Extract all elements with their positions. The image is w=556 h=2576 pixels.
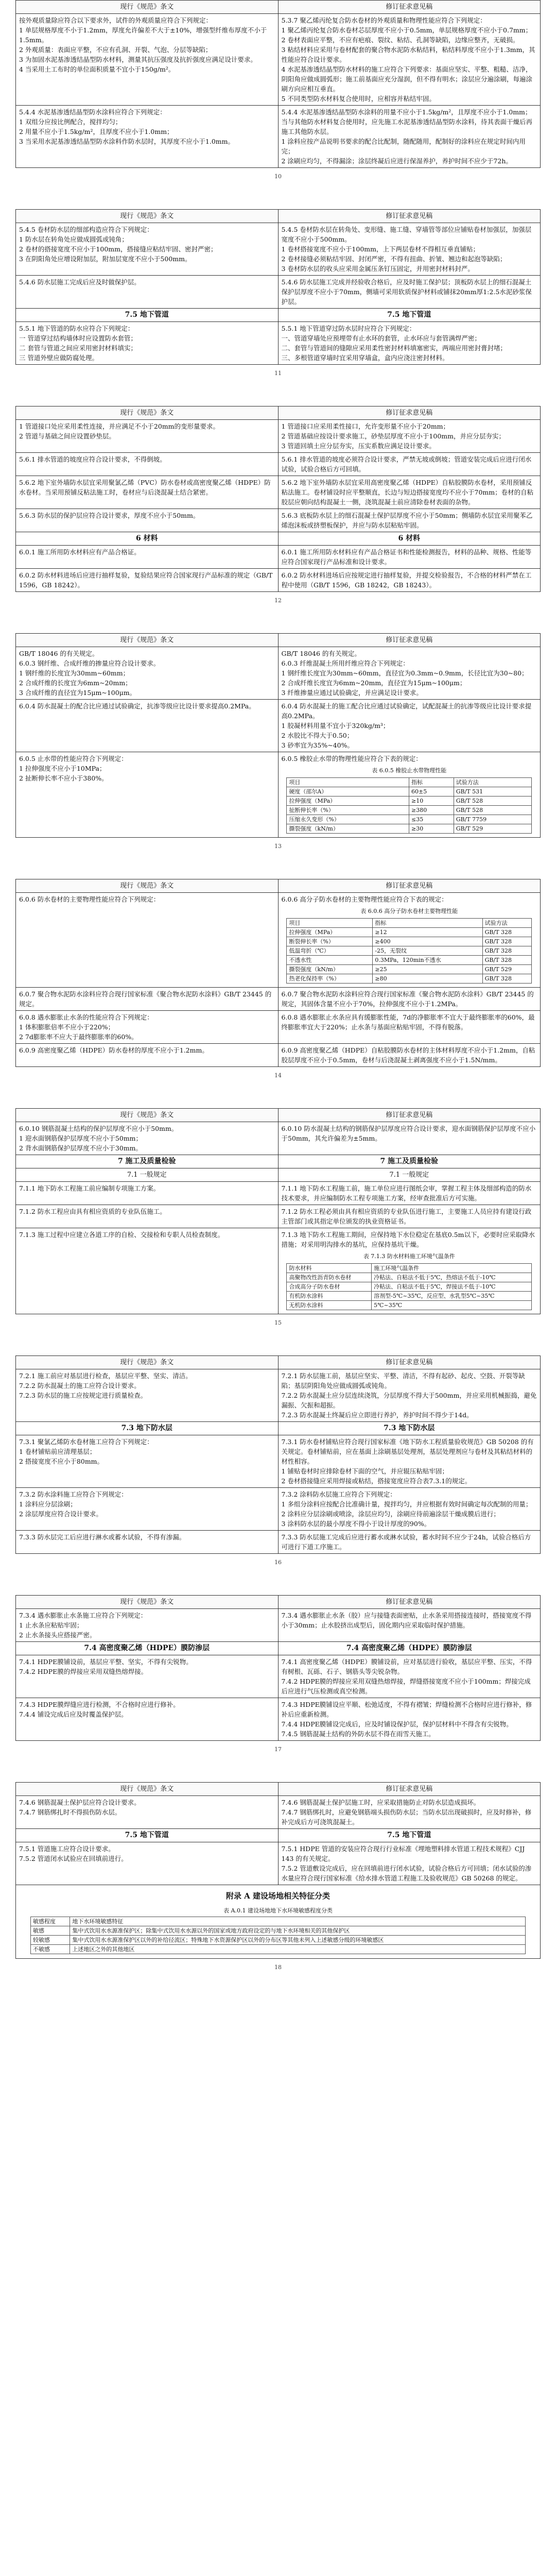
column-header-revised: 修订征求意见稿	[278, 210, 541, 223]
table-cell: 施工环境气温条件	[372, 1264, 532, 1273]
original-clause: 7.1.2 防水工程应由具有相应资质的专业队伍施工。	[16, 1205, 279, 1228]
table-cell: ≥400	[373, 937, 482, 946]
comparison-row	[16, 1122, 541, 1155]
table-row	[287, 806, 532, 815]
original-clause: 6.0.6 防水卷材的主要物理性能应符合下列规定：	[16, 893, 279, 988]
comparison-sheet	[15, 879, 541, 1079]
comparison-row	[16, 752, 541, 838]
table-cell: GB/T 528	[454, 796, 531, 806]
table-row	[31, 1917, 526, 1926]
comparison-row	[16, 1205, 541, 1228]
page-number: 18	[274, 1964, 282, 1971]
table-row	[31, 1936, 526, 1945]
section-title-left: 7 施工及质量检验	[16, 1155, 279, 1168]
clause-table	[286, 777, 532, 834]
appendix-table	[30, 1917, 526, 1954]
original-clause: 7.1.3 施工过程中应建立各道工序的自检、交接检和专职人员检查制度。	[16, 1228, 279, 1314]
table-cell: 项目	[287, 919, 373, 928]
column-header-original: 现行《规范》条文	[16, 1596, 279, 1609]
comparison-row	[16, 1228, 541, 1314]
section-title-right: 7.4 高密度聚乙烯（HDPE）膜防渗层	[278, 1642, 541, 1655]
original-clause: 7.3.1 聚氯乙烯防水卷材施工应符合下列规定： 1 卷材铺贴前应清理基层； 2 搭接宽度不应小于80mm。	[16, 1435, 279, 1488]
table-cell: 拉伸强度（MPa）	[287, 796, 409, 806]
table-cell: 不敏感	[31, 1945, 70, 1954]
column-header-original: 现行《规范》条文	[16, 210, 279, 223]
section-title-left: 7.5 地下管道	[16, 1829, 279, 1842]
section-title-right: 7.1 一般规定	[278, 1168, 541, 1182]
comparison-sheet	[15, 633, 541, 850]
revised-clause: 6.0.10 防水混凝土结构的钢筋保护层厚度应符合设计要求，迎水面钢筋保护层厚度不应小于50mm，其允许偏差为±5mm。	[278, 1122, 541, 1155]
page-gap	[0, 385, 556, 406]
revised-clause: 5.3.7 聚乙烯丙纶复合防水卷材的外观质量和物理性能应符合下列规定： 1 聚乙烯丙纶复合防水卷材芯层厚度不应小于0.5mm，单层规格厚度不应小于0.7mm； 2 卷材表面应平整，不应有疤痕、裂纹、粘结、孔洞等缺陷，边缘应整齐，无破损。 3 粘结材料应采用与卷材配套的聚合物水泥防水粘结料，粘结料厚度不应小于1.3mm，其性能应符合设计要求。 4 水泥基渗透结晶型防水材料的施工应符合下列要求：基面应坚实、平整、粗糙、洁净，阴阳角应做成圆弧形；施工前基面应充分湿润，但不得有明水；涂层应分遍涂刷，每遍涂刷方向应相互垂直。 5 不同类型防水材料复合使用时，应相容并粘结牢固。	[278, 14, 541, 106]
revised-clause: 1 管道接口应采用柔性接口，允许变形量不应小于20mm； 2 管道基础应按设计要求施工，砂垫层厚度不应小于100mm，并应分层夯实； 3 管道回填土应分层夯实，压实系数应满足设计要求。	[278, 420, 541, 453]
revised-clause: 5.5.1 地下管道穿过防水层时应符合下列规定： 一、管道穿墙处应预埋带有止水环的套管，止水环应与套管满焊严密； 二、套管与管道间的缝隙应采用柔性密封材料填塞密实，两端应用密封膏封堵； 三、多根管道穿墙时宜采用穿墙盒，盒内应浇注密封材料。	[278, 322, 541, 365]
table-row	[31, 1945, 526, 1954]
original-clause: 7.3.2 防水涂料施工应符合下列规定： 1 涂料应分层涂刷； 2 涂层厚度应符合设计要求。	[16, 1488, 279, 1531]
column-header-row	[16, 210, 541, 223]
section-title-row	[16, 532, 541, 546]
table-row	[287, 787, 532, 796]
table-cell: GB/T 328	[482, 956, 531, 965]
clause-table-wrap	[282, 1251, 537, 1310]
revised-clause: 7.1.1 地下防水工程施工前，施工单位应进行图纸会审，掌握工程主体及细部构造的防水技术要求，并应编制防水工程专项施工方案，经审查批准后方可实施。	[278, 1182, 541, 1205]
comparison-row	[16, 1182, 541, 1205]
comparison-sheet	[15, 406, 541, 604]
clause-table-caption: 表 6.0.5 橡胶止水带物理性能	[372, 767, 447, 774]
table-cell: ≥10	[409, 796, 454, 806]
original-clause: 5.6.2 地下室外墙防水层宜采用聚氯乙烯（PVC）防水卷材或高密度聚乙烯（HDPE）防水卷材。当采用预铺反粘法施工时，卷材应与后浇混凝土结合紧密。	[16, 476, 279, 509]
clause-table-caption: 表 6.0.6 高分子防水卷材主要物理性能	[360, 908, 458, 914]
column-header-original: 现行《规范》条文	[16, 634, 279, 647]
table-cell: ≥12	[373, 928, 482, 937]
original-clause: 6.0.2 防水材料进场后应进行抽样复验，复验结果应符合国家现行产品标准的规定（GB/T 1596，GB 18242）。	[16, 569, 279, 592]
column-header-revised: 修订征求意见稿	[278, 1596, 541, 1609]
table-cell: 硬度（邵尔A）	[287, 787, 409, 796]
comparison-row	[16, 106, 541, 168]
revised-clause: 7.1.3 地下防水工程施工期间，应保持地下水位稳定在基底0.5m以下，必要时应采取降水措施；对采用明沟排水的基坑，应保持基坑干燥。 表 7.1.3 防水材料施工环境气温条件 防水材料 施工环境气温条件 高聚物改性沥青防水卷材 冷粘法、自粘法不低于5℃，热熔法不低于-10℃ 合成高分子防水卷材 冷粘法、自粘法不低于5℃，焊接法不低于-10℃ 有机防水涂料 溶剂型-5℃~35℃，反应型、水乳型5℃~35℃ 无机防水涂料 5℃~35℃	[278, 1228, 541, 1314]
comparison-row	[16, 893, 541, 988]
revised-clause: 5.6.1 排水管道的坡度必须符合设计要求，严禁无坡或倒坡；管道安装完成后应进行闭水试验，试验合格后方可回填。	[278, 453, 541, 476]
table-cell: GB/T 328	[482, 928, 531, 937]
comparison-table	[15, 633, 541, 838]
column-header-row	[16, 1, 541, 14]
page-gap	[0, 1761, 556, 1782]
page-number: 14	[274, 1072, 282, 1079]
revised-clause: 5.4.6 防水层施工完成并经验收合格后，应及时施工保护层；顶板防水层上的细石混凝土保护层厚度不应小于70mm，侧墙可采用软质保护材料或铺抹20mm厚1:2.5水泥砂浆保护层。	[278, 276, 541, 309]
page-number: 17	[274, 1746, 282, 1753]
column-header-revised: 修订征求意见稿	[278, 1109, 541, 1122]
original-clause: 6.0.9 高密度聚乙烯（HDPE）防水卷材的厚度不应小于1.2mm。	[16, 1044, 279, 1067]
table-cell: GB/T 529	[454, 824, 531, 834]
table-cell: 上述地区之外的其他地区	[70, 1945, 526, 1954]
table-cell: GB/T 531	[454, 787, 531, 796]
original-clause: 5.4.4 水泥基渗透结晶型防水涂料应符合下列规定： 1 双组分应按比例配合，搅拌均匀； 2 用量不应小于1.5kg/m²，且厚度不应小于1.0mm； 3 当采用水泥基渗透结晶型防水涂料作防水层时，其厚度不应小于1.0mm。	[16, 106, 279, 168]
table-cell: 不透水性	[287, 956, 373, 965]
page-number: 11	[274, 370, 282, 377]
table-cell: 撕裂强度（kN/m）	[287, 965, 373, 974]
original-clause: 5.6.3 防水层的保护层应符合设计要求，厚度不应小于50mm。	[16, 509, 279, 532]
comparison-row	[16, 1655, 541, 1698]
column-header-original: 现行《规范》条文	[16, 1783, 279, 1796]
column-header-original: 现行《规范》条文	[16, 1, 279, 14]
section-title-left: 7.3 地下防水层	[16, 1422, 279, 1435]
table-cell: 断裂伸长率（%）	[287, 937, 373, 946]
revised-clause: 7.3.1 防水卷材铺贴应符合现行国家标准《地下防水工程质量验收规范》GB 50208 的有关规定。卷材铺贴前，应在基面上涂刷基层处理剂，基层处理剂应与卷材及其粘结材料的材性相容。 1 铺贴卷材时应排除卷材下面的空气，并应辊压粘贴牢固； 2 卷材搭接缝应采用焊接或粘结，搭接宽度应符合表7.3.1的规定。	[278, 1435, 541, 1488]
table-cell: 拉伸强度（MPa）	[287, 928, 373, 937]
comparison-row	[16, 1435, 541, 1488]
section-title-row	[16, 1155, 541, 1168]
table-row	[287, 1264, 532, 1273]
table-row	[287, 1273, 532, 1282]
clause-table	[286, 918, 532, 984]
table-row	[287, 778, 532, 787]
table-cell: GB/T 328	[482, 937, 531, 946]
revised-clause: 6.0.7 聚合物水泥防水涂料应符合现行国家标准《聚合物水泥防水涂料》GB/T 23445 的规定，其固体含量不应小于70%，拉伸强度不应小于1.2MPa。	[278, 988, 541, 1011]
comparison-row	[16, 700, 541, 752]
revised-clause: 6.0.6 高分子防水卷材的主要物理性能应符合下表的规定： 表 6.0.6 高分子防水卷材主要物理性能 项目 指标 试验方法 拉伸强度（MPa） ≥12 GB/T 328 断裂伸长率（%） ≥400 GB/T 328 低温弯折（℃） -25，无裂纹 GB/T 328 不透水性 0.3MPa，120min不透水 GB/T 328 撕裂强度（kN/m） ≥25 GB/T 529 热老化保持率（%） ≥80 GB/T 328	[278, 893, 541, 988]
comparison-table	[15, 1355, 541, 1554]
comparison-row	[16, 276, 541, 309]
column-header-row	[16, 1783, 541, 1796]
comparison-table	[15, 406, 541, 592]
appendix-table-wrap	[20, 1906, 536, 1954]
page-number: 12	[274, 597, 282, 604]
table-cell: 指标	[409, 778, 454, 787]
column-header-row	[16, 1356, 541, 1369]
table-cell: 防水材料	[287, 1264, 372, 1273]
comparison-row	[16, 1531, 541, 1554]
page-gap	[0, 1574, 556, 1595]
table-cell: GB/T 328	[482, 946, 531, 956]
column-header-row	[16, 634, 541, 647]
table-cell: 撕裂强度（kN/m）	[287, 824, 409, 834]
clause-table	[286, 1263, 532, 1310]
table-cell: 溶剂型-5℃~35℃，反应型、水乳型5℃~35℃	[372, 1292, 532, 1301]
original-clause: 5.5.1 地下管道的防水应符合下列规定： 一 管道穿过结构墙体时应设置防水套管； 二 套管与管道之间应采用密封材料填实； 三 管道外壁应做防腐处理。	[16, 322, 279, 365]
column-header-revised: 修订征求意见稿	[278, 1356, 541, 1369]
revised-clause: 6.0.2 防水材料进场后应按规定进行抽样复验，并提交检验报告，不合格的材料严禁在工程中使用（GB/T 1596，GB 18242，GB 18243）。	[278, 569, 541, 592]
original-clause: 7.5.1 管道施工应符合设计要求。 7.5.2 管道闭水试验应在回填前进行。	[16, 1842, 279, 1885]
comparison-sheet	[15, 209, 541, 377]
revised-clause: 6.0.4 防水混凝土的施工配合比应通过试验确定，试配混凝土的抗渗等级应比设计要求提高0.2MPa。 1 胶凝材料用量不宜小于320kg/m³； 2 水胶比不得大于0.50； 3 砂率宜为35%~40%。	[278, 700, 541, 752]
table-row	[287, 919, 532, 928]
comparison-row	[16, 1369, 541, 1422]
table-cell: 5℃~35℃	[372, 1301, 532, 1310]
comparison-row	[16, 322, 541, 365]
section-title-right: 6 材料	[278, 532, 541, 546]
comparison-row	[16, 569, 541, 592]
revised-clause: 7.3.4 遇水膨胀止水条（胶）应与接缝表面密贴，止水条采用搭接连接时，搭接宽度不得小于30mm；止水胶挤出成型后，固化期内应采取临时保护措施。	[278, 1609, 541, 1642]
comparison-row	[16, 1011, 541, 1044]
original-clause: 6.0.4 防水混凝土的配合比应通过试验确定，抗渗等级应比设计要求提高0.2MPa。	[16, 700, 279, 752]
table-cell: 冷粘法、自粘法不低于5℃，热熔法不低于-10℃	[372, 1273, 532, 1282]
table-cell: 集中式饮用水水源准保护区；除集中式饮用水水源以外的国家或地方政府设定的与地下水环境相关的其他保护区	[70, 1926, 526, 1936]
column-header-original: 现行《规范》条文	[16, 406, 279, 420]
revised-clause: 7.2.1 防水层施工前，基层应坚实、平整、清洁，不得有起砂、起皮、空鼓、开裂等缺陷；基层阴阳角处应做成圆弧或钝角。 7.2.2 防水混凝土应分层连续浇筑，分层厚度不得大于500mm，并应采用机械振捣，避免漏振、欠振和超振。 7.2.3 防水混凝土终凝后应立即进行养护，养护时间不得少于14d。	[278, 1369, 541, 1422]
table-cell: GB/T 7759	[454, 815, 531, 824]
table-cell: 试验方法	[454, 778, 531, 787]
column-header-row	[16, 406, 541, 420]
clause-table-caption: 表 7.1.3 防水材料施工环境气温条件	[363, 1253, 455, 1260]
comparison-row	[16, 988, 541, 1011]
comparison-row	[16, 647, 541, 700]
comparison-table	[15, 1108, 541, 1314]
revised-clause: 7.4.1 高密度聚乙烯（HDPE）膜铺设前，应对基层进行验收，基层应平整、压实，不得有树根、瓦砾、石子、钢筋头等尖锐杂物。 7.4.2 HDPE膜的焊接应采用双缝热熔焊接，焊缝搭接宽度不应小于100mm；焊接完成后应进行气压检测或真空检测。	[278, 1655, 541, 1698]
original-clause: 5.4.6 防水层施工完成后应及时做保护层。	[16, 276, 279, 309]
table-cell: 较敏感	[31, 1936, 70, 1945]
section-title-row	[16, 309, 541, 322]
column-header-row	[16, 879, 541, 893]
revised-clause: 7.4.3 HDPE膜铺设应平顺、松弛适度，不得有褶皱；焊缝检测不合格时应进行修补，修补后应重新检测。 7.4.4 HDPE膜铺设完成后，应及时铺设保护层，保护层材料中不得含有尖锐物。 7.4.5 钢筋混凝土结构的外防水层不得在雨雪天施工。	[278, 1698, 541, 1741]
clause-table-wrap	[282, 906, 537, 984]
section-title-row	[16, 1829, 541, 1842]
comparison-row	[16, 453, 541, 476]
comparison-sheet	[15, 1355, 541, 1566]
table-row	[287, 1282, 532, 1292]
page-number: 15	[274, 1319, 282, 1326]
revised-clause: 7.4.6 钢筋混凝土保护层施工时，应采取措施防止对防水层造成损坏。 7.4.7 钢筋绑扎时，应避免钢筋端头损伤防水层；当防水层出现破损时，应及时修补，修补完成后方可浇筑混凝土。	[278, 1796, 541, 1829]
original-clause: 6.0.5 止水带的性能应符合下列规定： 1 拉伸强度不应小于10MPa； 2 扯断伸长率不应小于380%。	[16, 752, 279, 838]
table-cell: 高聚物改性沥青防水卷材	[287, 1273, 372, 1282]
page-gap	[0, 1335, 556, 1355]
page-gap	[0, 858, 556, 879]
revised-clause: 6.0.9 高密度聚乙烯（HDPE）自粘胶膜防水卷材的主体材料厚度不应小于1.2mm，自粘胶层厚度不应小于0.5mm，卷材与后浇混凝土剥离强度不应小于1.5N/mm。	[278, 1044, 541, 1067]
table-cell: GB/T 528	[454, 806, 531, 815]
original-clause: 7.3.4 遇水膨胀止水条施工应符合下列规定： 1 止水条应粘贴牢固； 2 止水条接头应搭接严密。	[16, 1609, 279, 1642]
table-cell: 低温弯折（℃）	[287, 946, 373, 956]
comparison-sheet	[15, 1108, 541, 1327]
comparison-table	[15, 1595, 541, 1741]
section-title-row	[16, 1642, 541, 1655]
original-clause: 7.3.3 防水层完工后应进行淋水或蓄水试验，不得有渗漏。	[16, 1531, 279, 1554]
section-title-right: 7.5 地下管道	[278, 1829, 541, 1842]
table-cell: 指标	[373, 919, 482, 928]
original-clause: 7.2.1 施工前应对基层进行检查，基层应平整、坚实、清洁。 7.2.2 防水混凝土的施工应符合设计要求。 7.2.3 防水层的施工应按规定进行质量检查。	[16, 1369, 279, 1422]
table-cell: 冷粘法、自粘法不低于5℃，焊接法不低于-10℃	[372, 1282, 532, 1292]
revised-clause: 6.0.8 遇水膨胀止水条应具有缓膨胀性能，7d的净膨胀率不宜大于最终膨胀率的60%，最终膨胀率宜大于220%；止水条与基面应粘贴牢固，不得有脱落。	[278, 1011, 541, 1044]
table-cell: 试验方法	[482, 919, 531, 928]
appendix-title: 附录 A 建设场地相关特征分类	[225, 1891, 331, 1901]
table-cell: 项目	[287, 778, 409, 787]
original-clause: 6.0.10 钢筋混凝土结构的保护层厚度不应小于50mm。 1 迎水面钢筋保护层厚度不应小于50mm； 2 背水面钢筋保护层厚度不应小于30mm。	[16, 1122, 279, 1155]
table-cell: 合成高分子防水卷材	[287, 1282, 372, 1292]
column-header-revised: 修订征求意见稿	[278, 406, 541, 420]
table-cell: 60±5	[409, 787, 454, 796]
table-row	[287, 1292, 532, 1301]
original-clause: 6.0.1 施工所用防水材料应有产品合格证。	[16, 546, 279, 569]
comparison-table	[15, 209, 541, 365]
revised-clause: 5.4.5 卷材防水层在转角处、变形缝、施工缝、穿墙管等部位应铺贴卷材加强层，加强层宽度不应小于500mm。 1 卷材搭接宽度不应小于100mm，上下两层卷材不得相互垂直铺贴； 2 卷材接缝必须粘结牢固、封闭严密，不得有扭曲、折皱、翘边和起泡等缺陷； 3 卷材防水层的收头应采用金属压条钉压固定，并用密封材料封严。	[278, 223, 541, 276]
revised-clause: 7.5.1 HDPE 管道的安装应符合现行行业标准《埋地塑料排水管道工程技术规程》CJJ 143 的有关规定。 7.5.2 管道敷设完成后，应在回填前进行闭水试验，试验合格后方可回填；闭水试验的渗水量应符合现行国家标准《给水排水管道工程施工及验收规范》GB 50268 的规定。	[278, 1842, 541, 1885]
table-row	[287, 956, 532, 965]
column-header-original: 现行《规范》条文	[16, 1109, 279, 1122]
appendix	[15, 1885, 541, 1959]
original-clause: 1 管道接口处应采用柔性连接，并应满足不小于20mm的变形量要求。 2 管道与基础之间应设置砂垫层。	[16, 420, 279, 453]
table-cell: 热老化保持率（%）	[287, 974, 373, 984]
comparison-row	[16, 509, 541, 532]
revised-clause: 7.3.3 防水层施工完成后应进行蓄水或淋水试验，蓄水时间不应少于24h，试验合格后方可进行下道工序施工。	[278, 1531, 541, 1554]
table-cell: ≥380	[409, 806, 454, 815]
page-gap	[0, 189, 556, 209]
section-title-row	[16, 1422, 541, 1435]
column-header-original: 现行《规范》条文	[16, 1356, 279, 1369]
table-cell: 有机防水涂料	[287, 1292, 372, 1301]
comparison-sheet	[15, 1782, 541, 1971]
revised-clause: 7.3.2 涂料防水层施工应符合下列规定： 1 多组分涂料应按配合比准确计量，搅拌均匀，并应根据有效时间确定每次配制的用量； 2 涂料应分层涂刷或喷涂，涂层应均匀，涂刷应待前遍涂层干燥成膜后进行； 3 涂料防水层的最小厚度不得小于设计厚度的90%。	[278, 1488, 541, 1531]
column-header-revised: 修订征求意见稿	[278, 634, 541, 647]
table-cell: 敏感程度	[31, 1917, 70, 1926]
table-cell: 地下水环境敏感特征	[70, 1917, 526, 1926]
column-header-revised: 修订征求意见稿	[278, 1, 541, 14]
comparison-sheet	[15, 1595, 541, 1753]
page-gap	[0, 613, 556, 633]
revised-clause: GB/T 18046 的有关规定。 6.0.3 纤维混凝土所用纤维应符合下列规定： 1 钢纤维长度宜为30mm~60mm，直径宜为0.3mm~0.9mm，长径比宜为30~80； 2 合成纤维长度宜为6mm~20mm，直径宜为15μm~100μm； 3 纤维掺量应通过试验确定，并应满足设计要求。	[278, 647, 541, 700]
comparison-row	[16, 223, 541, 276]
column-header-revised: 修订征求意见稿	[278, 1783, 541, 1796]
original-clause: 7.4.6 钢筋混凝土保护层应符合设计要求。 7.4.7 钢筋绑扎时不得损伤防水层。	[16, 1796, 279, 1829]
comparison-sheet	[15, 0, 541, 180]
section-title-left: 7.5 地下管道	[16, 309, 279, 322]
comparison-row	[16, 1044, 541, 1067]
table-cell: GB/T 529	[482, 965, 531, 974]
original-clause: 7.4.1 HDPE膜铺设前，基层应平整、坚实，不得有尖锐物。 7.4.2 HDPE膜的焊接应采用双缝热熔焊接。	[16, 1655, 279, 1698]
section-title-left: 6 材料	[16, 532, 279, 546]
page-number: 10	[274, 173, 282, 180]
revised-clause: 7.1.2 防水工程必须由具有相应资质的专业队伍进行施工，主要施工人员应持有建设行政主管部门或其指定单位颁发的执业资格证书。	[278, 1205, 541, 1228]
revised-clause: 5.4.4 水泥基渗透结晶型防水涂料的用量不应小于1.5kg/m²，且厚度不应小于1.0mm；当与其他防水材料复合使用时，应先施工水泥基渗透结晶型防水涂料，待其表面干燥后再施工其他防水层。 1 涂料应按产品说明书要求的配合比配制，随配随用，配制好的涂料应在规定时间内用完； 2 涂刷应均匀，不得漏涂；涂层终凝后应进行保湿养护，养护时间不应少于72h。	[278, 106, 541, 168]
table-row	[31, 1926, 526, 1936]
appendix-table-caption: 表 A.0.1 建设场地地下水环境敏感程度分类	[223, 1907, 333, 1914]
comparison-row	[16, 1609, 541, 1642]
table-row	[287, 1301, 532, 1310]
table-cell: 无机防水涂料	[287, 1301, 372, 1310]
section-title-right: 7.5 地下管道	[278, 309, 541, 322]
comparison-row	[16, 420, 541, 453]
revised-clause: 5.6.2 地下室外墙防水层宜采用高密度聚乙烯（HDPE）自粘胶膜防水卷材，采用预铺反粘法施工。卷材铺设时应平整顺直，长边与短边搭接宽度均不应小于70mm；卷材的自粘胶层应朝向结构混凝土一侧，浇筑混凝土前应清除卷材表面的杂物。	[278, 476, 541, 509]
comparison-row	[16, 1698, 541, 1741]
comparison-table	[15, 1782, 541, 1885]
clause-table-wrap	[282, 766, 537, 834]
table-cell: GB/T 328	[482, 974, 531, 984]
original-clause: 按外观质量除应符合以下要求外，试件的外观质量应符合下列规定： 1 单层规格厚度不小于1.2mm，厚度允许偏差不大于±10%，增强型纤维布厚度不小于1.5mm。 2 外观质量：表面应平整，不应有孔洞、开裂、气泡、分层等缺陷； 3 为加固水泥基渗透结晶型防水材料，测量其抗压强度及抗折强度应满足设计要求。 4 当采用土工布时的单位面积质量不宜小于150g/m²。	[16, 14, 279, 106]
section-title-right: 7 施工及质量检验	[278, 1155, 541, 1168]
column-header-row	[16, 1109, 541, 1122]
table-cell: 扯断伸长率（%）	[287, 806, 409, 815]
page-gap	[0, 1088, 556, 1108]
original-clause: 5.6.1 排水管道的坡度应符合设计要求，不得倒坡。	[16, 453, 279, 476]
table-cell: 敏感	[31, 1926, 70, 1936]
table-cell: ≥25	[373, 965, 482, 974]
table-cell: 集中式饮用水水源准保护区以外的补给径流区；特殊地下水资源保护区以外的分布区等其他未列入上述敏感分级的环境敏感区	[70, 1936, 526, 1945]
page-number: 16	[274, 1559, 282, 1566]
table-cell: 0.3MPa，120min不透水	[373, 956, 482, 965]
page-number: 13	[274, 843, 282, 850]
table-row	[287, 796, 532, 806]
section-title-left: 7.1 一般规定	[16, 1168, 279, 1182]
revised-clause: 6.0.1 施工所用防水材料应有产品合格证书和性能检测报告，材料的品种、规格、性能等应符合国家现行产品标准和设计要求。	[278, 546, 541, 569]
revised-clause: 5.6.3 底板防水层上的细石混凝土保护层厚度不应小于50mm；侧墙防水层宜采用聚苯乙烯泡沫板或挤塑板保护，并应与防水层粘贴牢固。	[278, 509, 541, 532]
table-cell: ≥80	[373, 974, 482, 984]
section-title-left: 7.4 高密度聚乙烯（HDPE）膜防渗层	[16, 1642, 279, 1655]
comparison-row	[16, 1488, 541, 1531]
comparison-row	[16, 546, 541, 569]
table-cell: 压缩永久变形（%）	[287, 815, 409, 824]
section-title-right: 7.3 地下防水层	[278, 1422, 541, 1435]
comparison-row	[16, 14, 541, 106]
original-clause: 6.0.8 遇水膨胀止水条的性能应符合下列规定： 1 体积膨胀倍率不应小于220%； 2 7d膨胀率不应大于最终膨胀率的60%。	[16, 1011, 279, 1044]
table-cell: -25，无裂纹	[373, 946, 482, 956]
original-clause: GB/T 18046 的有关规定。 6.0.3 钢纤维、合成纤维的掺量应符合设计要求。 1 钢纤维的长度宜为30mm~60mm； 2 合成纤维的长度宜为6mm~20mm； 3 合成纤维的直径宜为15μm~100μm。	[16, 647, 279, 700]
original-clause: 6.0.7 聚合物水泥防水涂料应符合现行国家标准《聚合物水泥防水涂料》GB/T 23445 的规定。	[16, 988, 279, 1011]
table-row	[287, 815, 532, 824]
comparison-row	[16, 1842, 541, 1885]
table-row	[287, 928, 532, 937]
section-title-row	[16, 1168, 541, 1182]
table-row	[287, 965, 532, 974]
original-clause: 7.1.1 地下防水工程施工前应编制专项施工方案。	[16, 1182, 279, 1205]
comparison-row	[16, 476, 541, 509]
column-header-row	[16, 1596, 541, 1609]
table-cell: ≤35	[409, 815, 454, 824]
comparison-row	[16, 1796, 541, 1829]
original-clause: 7.4.3 HDPE膜焊缝应进行检测，不合格时应进行修补。 7.4.4 铺设完成后应及时覆盖保护层。	[16, 1698, 279, 1741]
comparison-table	[15, 0, 541, 168]
revised-clause: 6.0.5 橡胶止水带的物理性能应符合下表的规定： 表 6.0.5 橡胶止水带物理性能 项目 指标 试验方法 硬度（邵尔A） 60±5 GB/T 531 拉伸强度（MPa） ≥10 GB/T 528 扯断伸长率（%） ≥380 GB/T 528 压缩永久变形（%） ≤35 GB/T 7759 撕裂强度（kN/m） ≥30 GB/T 529	[278, 752, 541, 838]
table-row	[287, 946, 532, 956]
column-header-original: 现行《规范》条文	[16, 879, 279, 893]
table-cell: ≥30	[409, 824, 454, 834]
column-header-revised: 修订征求意见稿	[278, 879, 541, 893]
table-row	[287, 824, 532, 834]
table-row	[287, 937, 532, 946]
comparison-table	[15, 879, 541, 1067]
table-row	[287, 974, 532, 984]
original-clause: 5.4.5 卷材防水层的细部构造应符合下列规定： 1 防水层在转角处应做成圆弧或钝角； 2 卷材的搭接宽度不应小于100mm，搭接缝应粘结牢固、密封严密； 3 在阴阳角处应增设附加层，附加层宽度不应小于500mm。	[16, 223, 279, 276]
